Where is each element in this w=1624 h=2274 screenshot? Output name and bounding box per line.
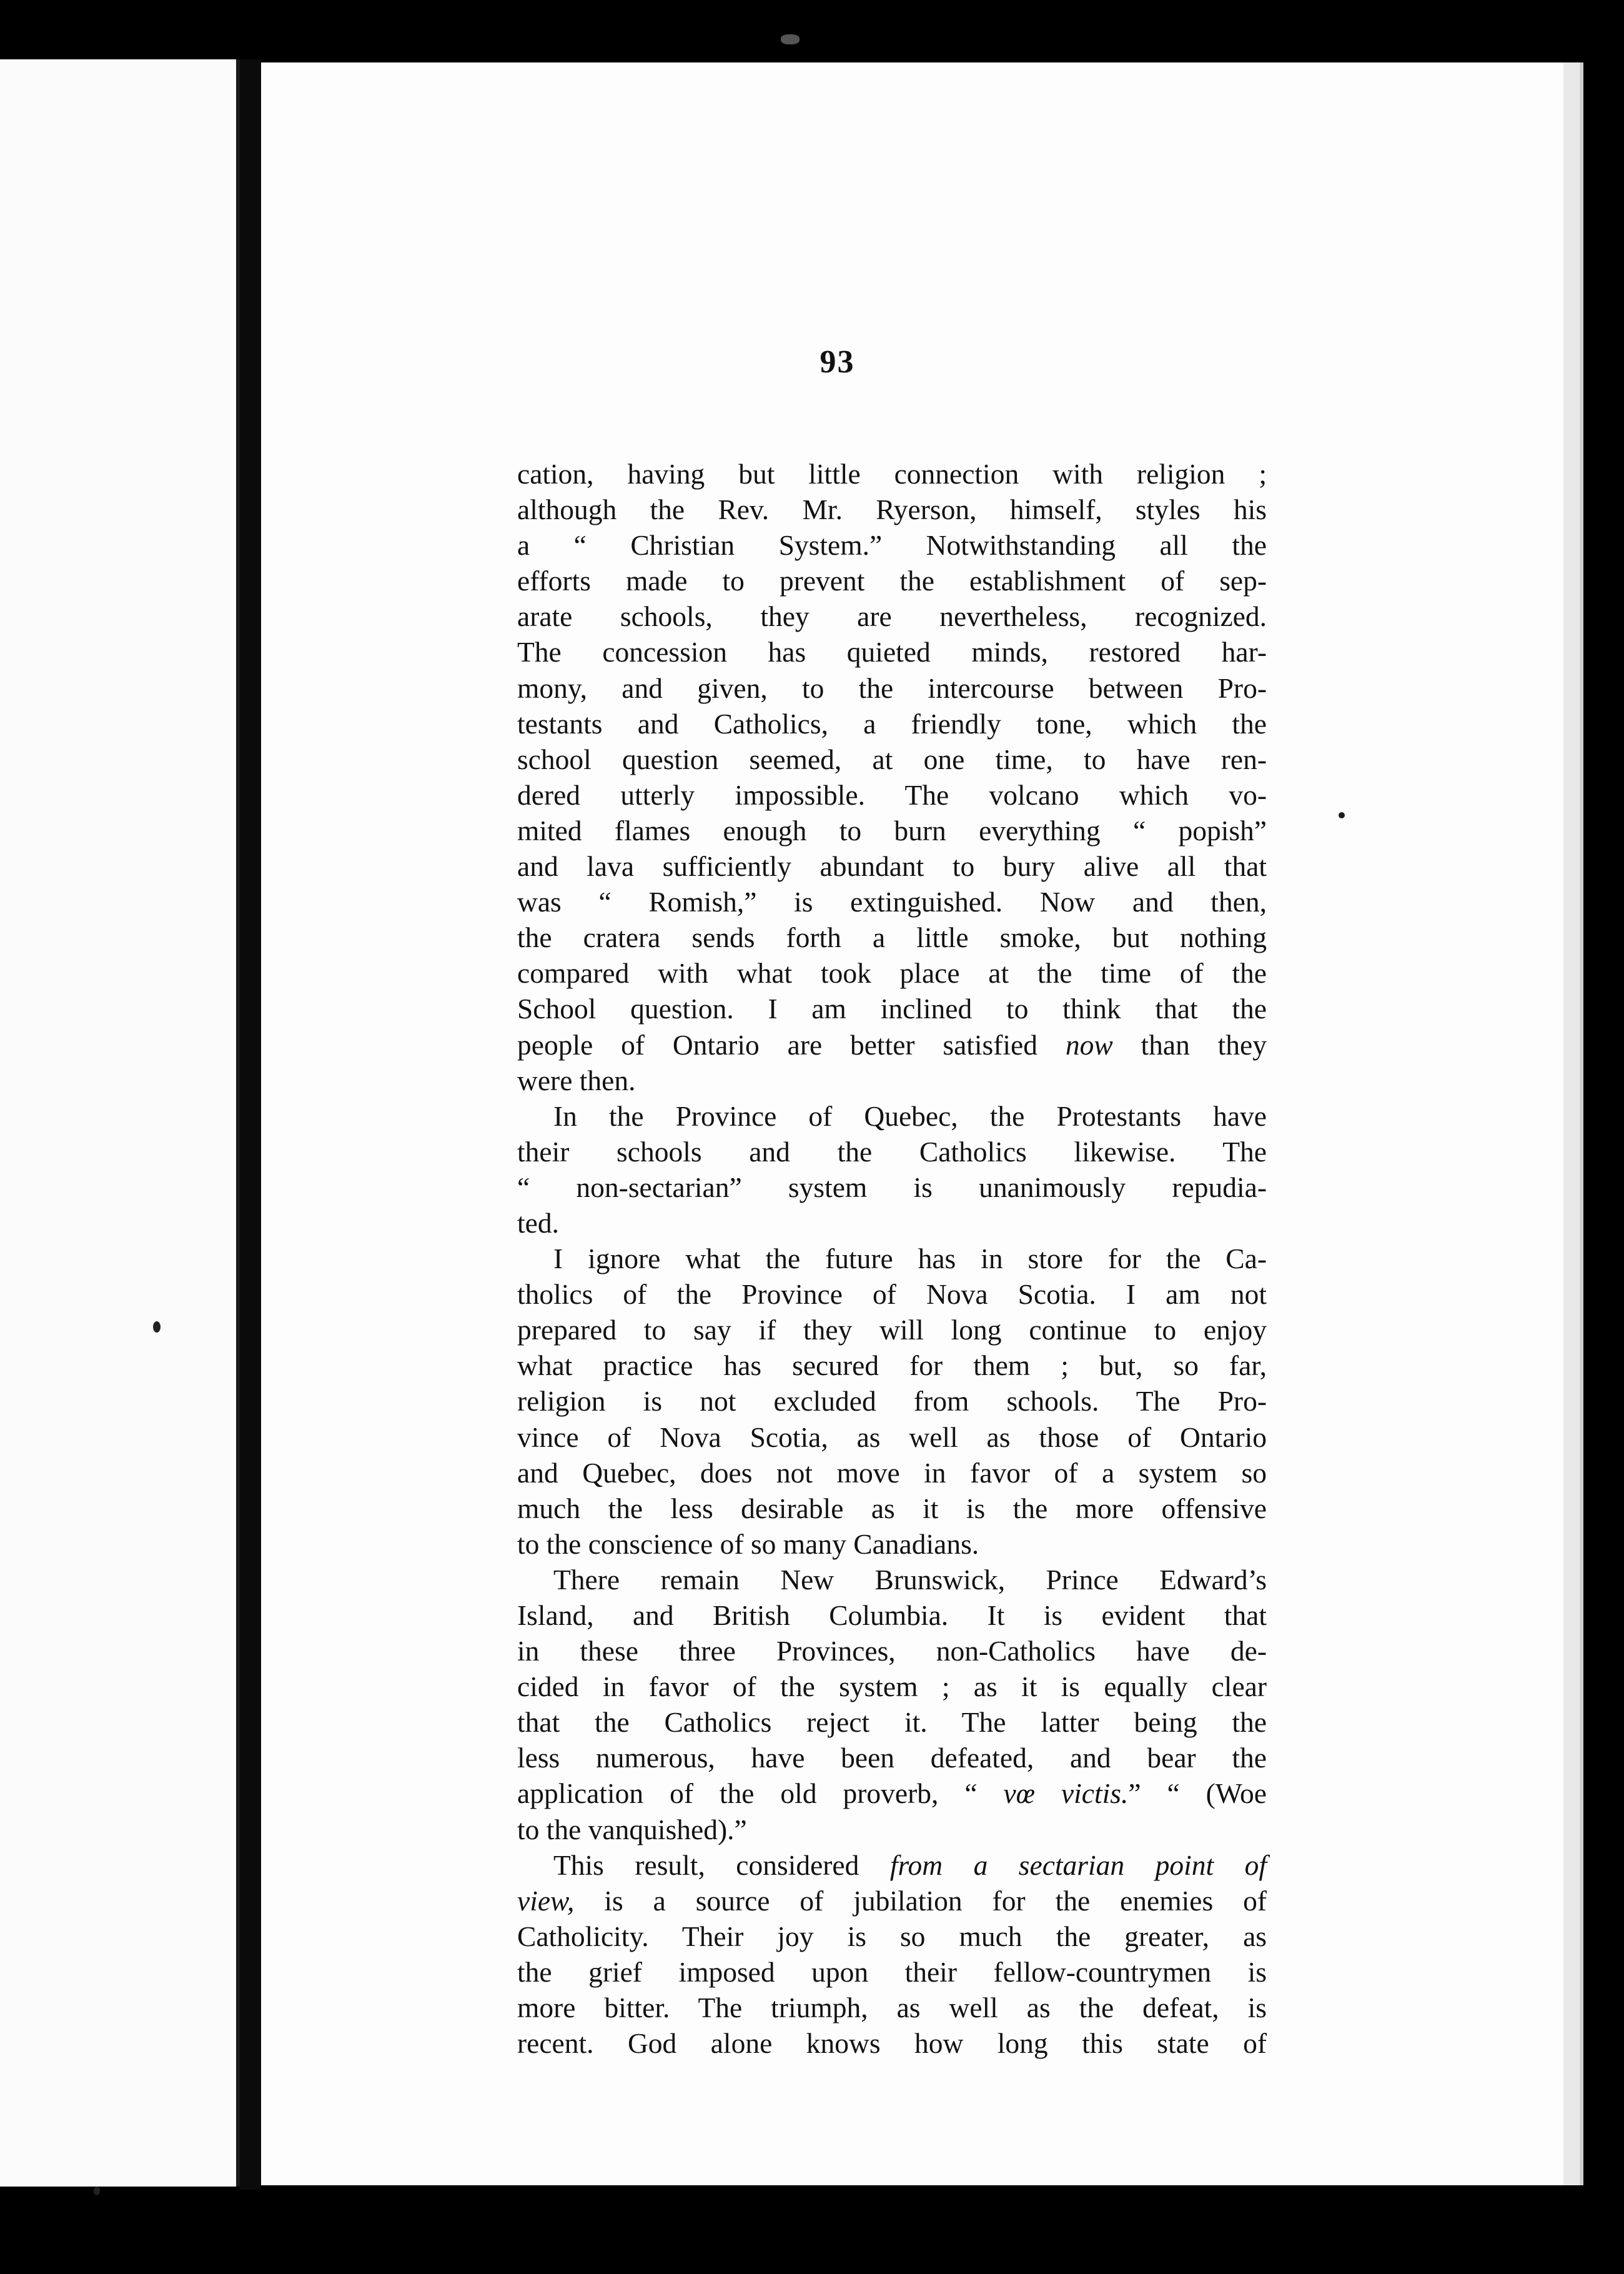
text-segment: more bitter. The triumph, as well as the defeat, is xyxy=(517,1992,1267,2024)
text-segment: although the Rev. Mr. Ryerson, himself, styles his xyxy=(517,494,1267,526)
text-segment: what practice has secured for them ; but, so far, xyxy=(517,1349,1267,1382)
text-line xyxy=(517,1098,1267,1134)
text-segment: a “ Christian System.” Notwithstanding all the xyxy=(517,529,1267,562)
text-segment: prepared to say if they will long continue to enjoy xyxy=(517,1314,1267,1346)
text-segment: The concession has quieted minds, restored har- xyxy=(517,636,1267,668)
text-segment: application of the old proverb, “ xyxy=(517,1777,1004,1810)
text-line xyxy=(517,848,1267,884)
text-line xyxy=(517,1312,1267,1348)
text-line xyxy=(517,492,1267,527)
text-segment: is a source of jubilation for the enemies of xyxy=(574,1884,1267,1917)
text-line xyxy=(517,2025,1267,2061)
text-segment: Island, and British Columbia. It is evident that xyxy=(517,1599,1267,1631)
text-segment: less numerous, have been defeated, and bear the xyxy=(517,1742,1267,1774)
text-line xyxy=(517,1775,1267,1811)
text-segment: There remain New Brunswick, Prince Edward’s xyxy=(553,1563,1267,1596)
text-segment: and lava sufficiently abundant to bury alive all that xyxy=(517,850,1267,883)
margin-mark xyxy=(153,1321,161,1333)
text-segment: their schools and the Catholics likewise. The xyxy=(517,1135,1267,1168)
text-segment: vince of Nova Scotia, as well as those of Ontario xyxy=(517,1421,1267,1453)
text-line xyxy=(517,1383,1267,1419)
text-line xyxy=(517,1419,1267,1455)
text-segment: to the conscience of so many Canadians. xyxy=(517,1527,979,1560)
text-segment: cation, having but little connection with religion ; xyxy=(517,458,1267,490)
text-segment: School question. I am inclined to think that the xyxy=(517,993,1267,1025)
text-line xyxy=(517,1633,1267,1669)
text-line xyxy=(517,670,1267,706)
text-segment: that the Catholics reject it. The latter being the xyxy=(517,1706,1267,1739)
text-line xyxy=(517,1954,1267,1990)
text-segment: than they xyxy=(1112,1028,1267,1061)
text-line xyxy=(517,1205,1267,1241)
text-line xyxy=(517,884,1267,920)
text-line xyxy=(517,1241,1267,1276)
text-line xyxy=(517,1526,1267,1562)
text-segment: cided in favor of the system ; as it is equally clear xyxy=(517,1671,1267,1703)
text-segment: testants and Catholics, a friendly tone, which the xyxy=(517,707,1267,740)
text-line xyxy=(517,1348,1267,1383)
italic-text: from a sectarian point of xyxy=(889,1849,1267,1881)
text-segment: much the less desirable as it is the more offensive xyxy=(517,1492,1267,1524)
text-line xyxy=(517,1134,1267,1169)
text-line xyxy=(517,991,1267,1026)
text-segment: ted. xyxy=(517,1206,559,1239)
text-segment: efforts made to prevent the establishment of sep- xyxy=(517,565,1267,597)
text-segment: the grief imposed upon their fellow-countrymen is xyxy=(517,1955,1267,1988)
text-segment: the cratera sends forth a little smoke, but nothing xyxy=(517,921,1267,954)
stray-mark xyxy=(1339,812,1345,818)
text-segment: recent. God alone knows how long this state of xyxy=(517,2027,1267,2060)
text-segment: In the Province of Quebec, the Protestants have xyxy=(553,1100,1267,1132)
text-segment: and Quebec, does not move in favor of a system so xyxy=(517,1456,1267,1489)
text-segment: arate schools, they are nevertheless, recognized. xyxy=(517,600,1267,633)
italic-text: view, xyxy=(517,1884,575,1917)
text-line xyxy=(517,706,1267,742)
text-line xyxy=(517,1063,1267,1098)
text-segment: dered utterly impossible. The volcano which vo- xyxy=(517,778,1267,811)
text-segment: mony, and given, to the intercourse between Pro- xyxy=(517,672,1267,704)
text-line xyxy=(517,813,1267,848)
text-line xyxy=(517,1027,1267,1063)
scan-smudge xyxy=(781,34,800,44)
text-line xyxy=(517,1883,1267,1919)
text-segment: people of Ontario are better satisfied xyxy=(517,1028,1066,1061)
text-segment: to the vanquished).” xyxy=(517,1813,747,1845)
text-segment: compared with what took place at the time of the xyxy=(517,957,1267,990)
text-segment: ” “ (Woe xyxy=(1128,1777,1267,1810)
body-text xyxy=(517,456,1267,2061)
text-line xyxy=(517,955,1267,991)
italic-text: vœ victis. xyxy=(1003,1777,1129,1810)
text-segment: was “ Romish,” is extinguished. Now and then, xyxy=(517,886,1267,918)
text-segment: in these three Provinces, non-Catholics have de- xyxy=(517,1635,1267,1667)
text-line xyxy=(517,1669,1267,1704)
book-page xyxy=(261,62,1580,2185)
text-line xyxy=(517,742,1267,777)
text-line xyxy=(517,920,1267,955)
text-line xyxy=(517,1847,1267,1883)
text-line xyxy=(517,1740,1267,1775)
text-line xyxy=(517,1562,1267,1597)
text-segment: This result, considered xyxy=(553,1849,890,1881)
text-segment: mited flames enough to burn everything “ popish” xyxy=(517,814,1267,847)
text-segment: school question seemed, at one time, to have ren- xyxy=(517,743,1267,775)
page-number: 93 xyxy=(819,344,855,380)
text-line xyxy=(517,1597,1267,1633)
margin-mark xyxy=(94,2187,100,2195)
text-line xyxy=(517,456,1267,492)
text-line xyxy=(517,527,1267,563)
text-line xyxy=(517,634,1267,670)
text-line xyxy=(517,563,1267,598)
text-line xyxy=(517,1491,1267,1526)
text-line xyxy=(517,777,1267,813)
text-segment: were then. xyxy=(517,1064,636,1096)
text-segment: Catholicity. Their joy is so much the greater, as xyxy=(517,1920,1267,1952)
italic-text: now xyxy=(1065,1028,1113,1061)
text-segment: tholics of the Province of Nova Scotia. I am not xyxy=(517,1278,1267,1311)
text-line xyxy=(517,1704,1267,1740)
text-line xyxy=(517,1812,1267,1847)
text-line xyxy=(517,1276,1267,1312)
text-line xyxy=(517,1169,1267,1205)
text-segment: “ non-sectarian” system is unanimously repudia- xyxy=(517,1171,1267,1203)
text-segment: I ignore what the future has in store for the Ca- xyxy=(553,1243,1267,1275)
text-line xyxy=(517,1990,1267,2025)
text-line xyxy=(517,1919,1267,1954)
text-line xyxy=(517,1455,1267,1491)
text-line xyxy=(517,598,1267,634)
text-segment: religion is not excluded from schools. The Pro- xyxy=(517,1385,1267,1418)
